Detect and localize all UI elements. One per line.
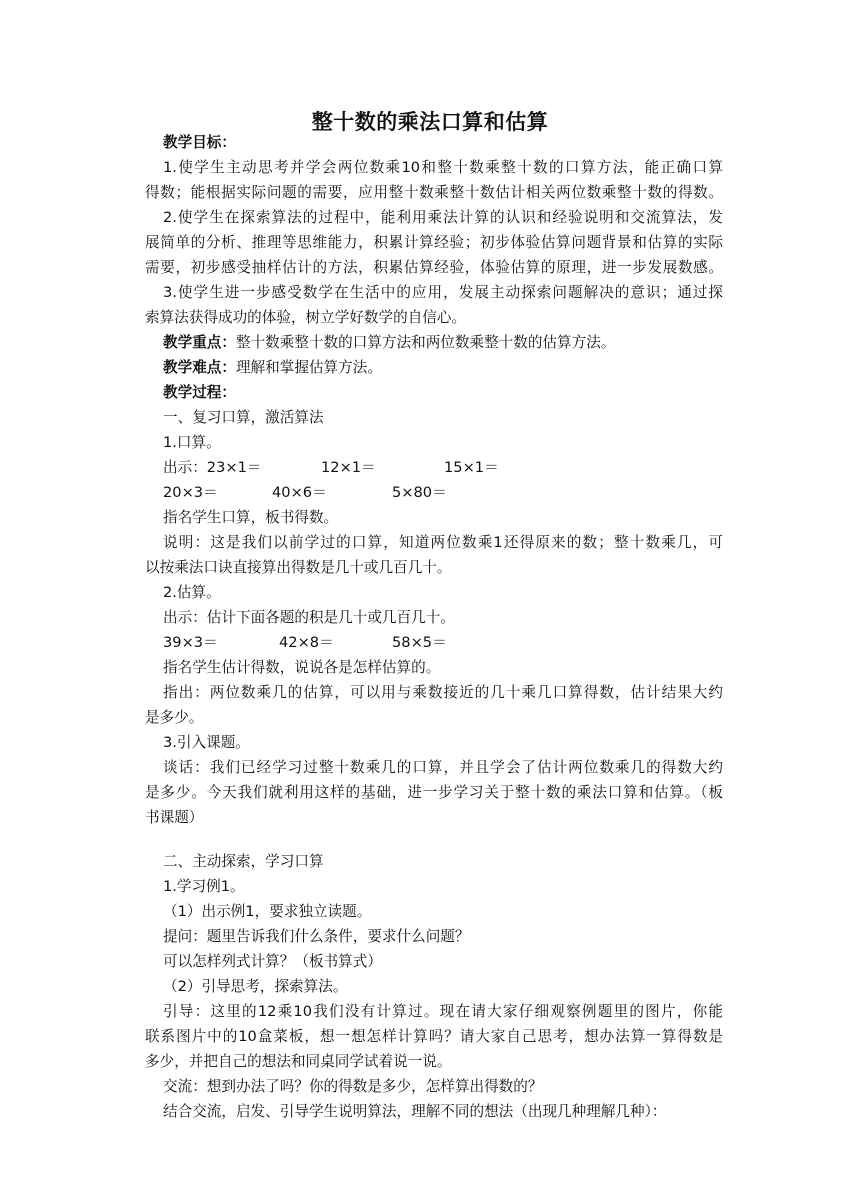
oral-calc-2: 12×1＝	[321, 459, 376, 476]
estimate-calc-3: 58×5＝	[392, 634, 447, 651]
point-line-1: 指出：两位数乘几的估算，可以用与乘数接近的几十乘几口算得数，估计结果大约	[163, 684, 723, 701]
item-1: 1.口算。	[163, 434, 221, 451]
how-to-calc: 可以怎样列式计算？（板书算式）	[163, 953, 382, 970]
explain-line-2: 以按乘法口诀直接算出得数是几十或几百几十。	[145, 559, 452, 576]
item-3: 3.引入课题。	[163, 734, 250, 751]
key-points-label: 教学重点：	[163, 334, 236, 351]
step-2: （2）引导思考，探索算法。	[163, 978, 348, 995]
section-1-title: 一、复习口算，激活算法	[163, 409, 324, 426]
goal-3-line-1: 3.使学生进一步感受数学在生活中的应用，发展主动探索问题解决的意识；通过探	[163, 284, 723, 301]
oral-calc-3: 15×1＝	[444, 459, 499, 476]
explain-line-1: 说明：这是我们以前学过的口算，知道两位数乘1还得原来的数；整十数乘几，可	[163, 534, 723, 551]
estimate-calc-1: 39×3＝	[163, 634, 218, 651]
oral-calc-4: 20×3＝	[163, 484, 218, 501]
oral-calc-5: 40×6＝	[272, 484, 327, 501]
goal-1-line-1: 1.使学生主动思考并学会两位数乘10和整十数乘整十数的口算方法，能正确口算	[163, 159, 723, 176]
goal-2-line-2: 展简单的分析、推理等思维能力，积累计算经验；初步体验估算问题背景和估算的实际	[145, 234, 723, 251]
difficult-points	[163, 356, 723, 380]
guide-line-3: 多少，并把自己的想法和同桌同学试着说一说。	[145, 1053, 452, 1070]
step-1: （1）出示例1，要求独立读题。	[163, 903, 372, 920]
process-heading: 教学过程：	[163, 384, 236, 401]
section-2-title: 二、主动探索，学习口算	[163, 853, 324, 870]
guide-line-1: 引导：这里的12乘10我们没有计算过。现在请大家仔细观察例题里的图片，你能	[163, 1003, 723, 1020]
oral-calc-row-2	[163, 481, 723, 505]
page-title: 整十数的乘法口算和估算	[311, 110, 549, 134]
talk-line-3: 书课题）	[145, 809, 204, 826]
learn-example-1: 1.学习例1。	[163, 878, 245, 895]
estimate-calc-2: 42×8＝	[279, 634, 334, 651]
point-line-2: 是多少。	[145, 709, 204, 726]
item-2: 2.估算。	[163, 584, 221, 601]
difficult-points-label: 教学难点：	[163, 359, 236, 376]
key-points	[163, 331, 723, 355]
question: 提问：题里告诉我们什么条件，要求什么问题？	[163, 928, 470, 945]
oral-calc-row-1	[163, 456, 723, 480]
goal-2-line-3: 需要，初步感受抽样估计的方法，积累估算经验，体验估算的原理，进一步发展数感。	[145, 259, 723, 276]
goals-heading: 教学目标：	[163, 134, 236, 151]
name-students-2: 指名学生估计得数，说说各是怎样估算的。	[163, 659, 441, 676]
talk-line-2: 是多少。今天我们就利用这样的基础，进一步学习关于整十数的乘法口算和估算。（板	[145, 784, 723, 801]
name-students-1: 指名学生口算，板书得数。	[163, 509, 339, 526]
goal-3-line-2: 索算法获得成功的体验，树立学好数学的自信心。	[145, 309, 467, 326]
estimate-show: 出示：估计下面各题的积是几十或几百几十。	[163, 609, 455, 626]
oral-calc-1: 出示：23×1＝	[163, 459, 262, 476]
exchange: 交流：想到办法了吗？你的得数是多少，怎样算出得数的？	[163, 1078, 543, 1095]
oral-calc-6: 5×80＝	[392, 484, 447, 501]
difficult-points-text: 理解和掌握估算方法。	[235, 359, 382, 376]
talk-line-1: 谈话：我们已经学习过整十数乘几的口算，并且学会了估计两位数乘几的得数大约	[163, 759, 723, 776]
guide-line-2: 联系图片中的10盒菜板，想一想怎样计算吗？请大家自己思考，想办法算一算得数是	[145, 1028, 723, 1045]
estimate-row	[163, 631, 723, 655]
goal-1-line-2: 得数；能根据实际问题的需要，应用整十数乘整十数估计相关两位数乘整十数的得数。	[145, 184, 723, 201]
combine: 结合交流，启发、引导学生说明算法，理解不同的想法（出现几种理解几种）：	[163, 1103, 667, 1120]
goal-2-line-1: 2.使学生在探索算法的过程中，能利用乘法计算的认识和经验说明和交流算法，发	[163, 209, 723, 226]
key-points-text: 整十数乘整十数的口算方法和两位数乘整十数的估算方法。	[235, 334, 616, 351]
